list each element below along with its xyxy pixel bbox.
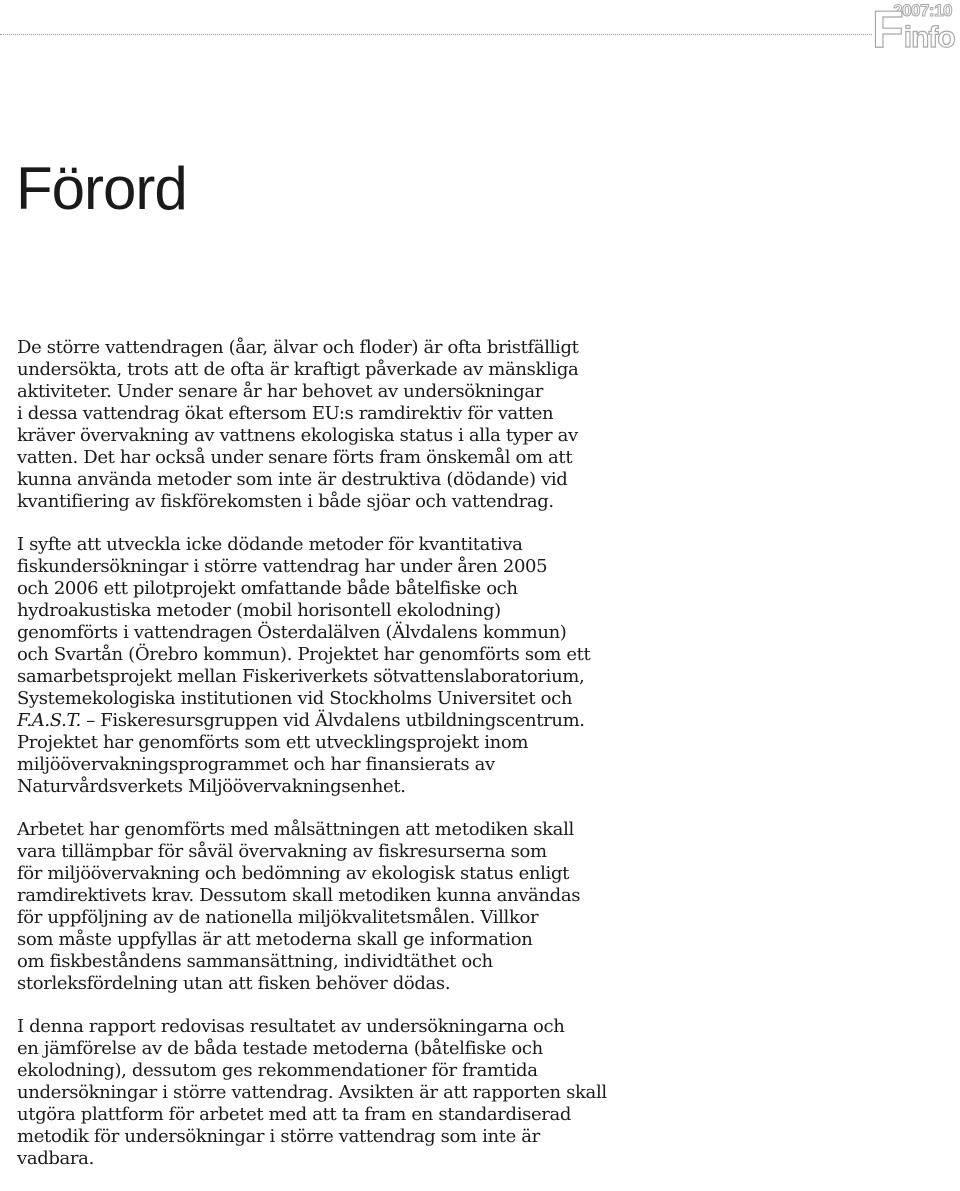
paragraph-2 (17, 534, 687, 798)
header-rule (0, 34, 872, 35)
issue-number: 2007:10 (893, 1, 952, 20)
paragraph-2-text-after: – Fiskeresursgruppen vid Älvdalens utbildningscentrum. Projektet har genomförts som ett utvecklingsprojekt inom miljöövervakningsprogrammet och har finansierats av Naturvårdsverkets Miljöövervakningsenhet. (17, 710, 585, 797)
body-text (17, 337, 687, 1191)
brand-wordmark (872, 1, 955, 59)
paragraph-1: De större vattendragen (åar, älvar och floder) är ofta bristfälligt undersökta, trots att de ofta är kraftigt påverkade av mänskliga aktiviteter. Under senare år har behovet av undersökningar i dessa vattendrag ökat eftersom EU:s ramdirektiv för vatten kräver övervakning av vattnens ekologiska status i alla typer av vatten. Det har också under senare förts fram önskemål om att kunna använda metoder som inte är destruktiva (dödande) vid kvantifiering av fiskförekomsten i både sjöar och vattendrag. (17, 337, 579, 512)
paragraph-3: Arbetet har genomförts med målsättningen att metodiken skall vara tillämpbar för såväl övervakning av fiskresurserna som för miljöövervakning och bedömning av ekologisk status enligt ramdirektivets krav. Dessutom skall metodiken kunna användas för uppföljning av de nationella miljökvalitetsmålen. Villkor som måste uppfyllas är att metoderna skall ge information om fiskbeståndens sammansättning, individtäthet och storleksfördelning utan att fisken behöver dödas. (17, 819, 581, 994)
page-title: Förord (16, 155, 187, 222)
brand-initial: F (872, 1, 904, 59)
paragraph-2-text-before: I syfte att utveckla icke dödande metoder för kvantitativa fiskundersökningar i större vattendrag har under åren 2005 och 2006 ett pilotprojekt omfattande både båtelfiske och hydroakustiska metoder (mobil horisontell ekolodning) genomförts i vattendragen Österdalälven (Älvdalens kommun) och Svartån (Örebro kommun). Projektet har genomförts som ett samarbetsprojekt mellan Fiskeriverkets sötvattenslaboratorium, Systemekologiska institutionen vid Stockholms Universitet och (17, 534, 591, 709)
finfo-logo (872, 0, 956, 60)
fast-abbreviation: F.A.S.T. (17, 710, 81, 731)
brand-rest: info (903, 21, 955, 54)
paragraph-4: I denna rapport redovisas resultatet av undersökningarna och en jämförelse av de båda testade metoderna (båtelfiske och ekolodning), dessutom ges rekommendationer för framtida undersökningar i större vattendrag. Avsikten är att rapporten skall utgöra plattform för arbetet med att ta fram en standardiserad metodik för undersökningar i större vattendrag som inte är vadbara. (17, 1016, 607, 1169)
